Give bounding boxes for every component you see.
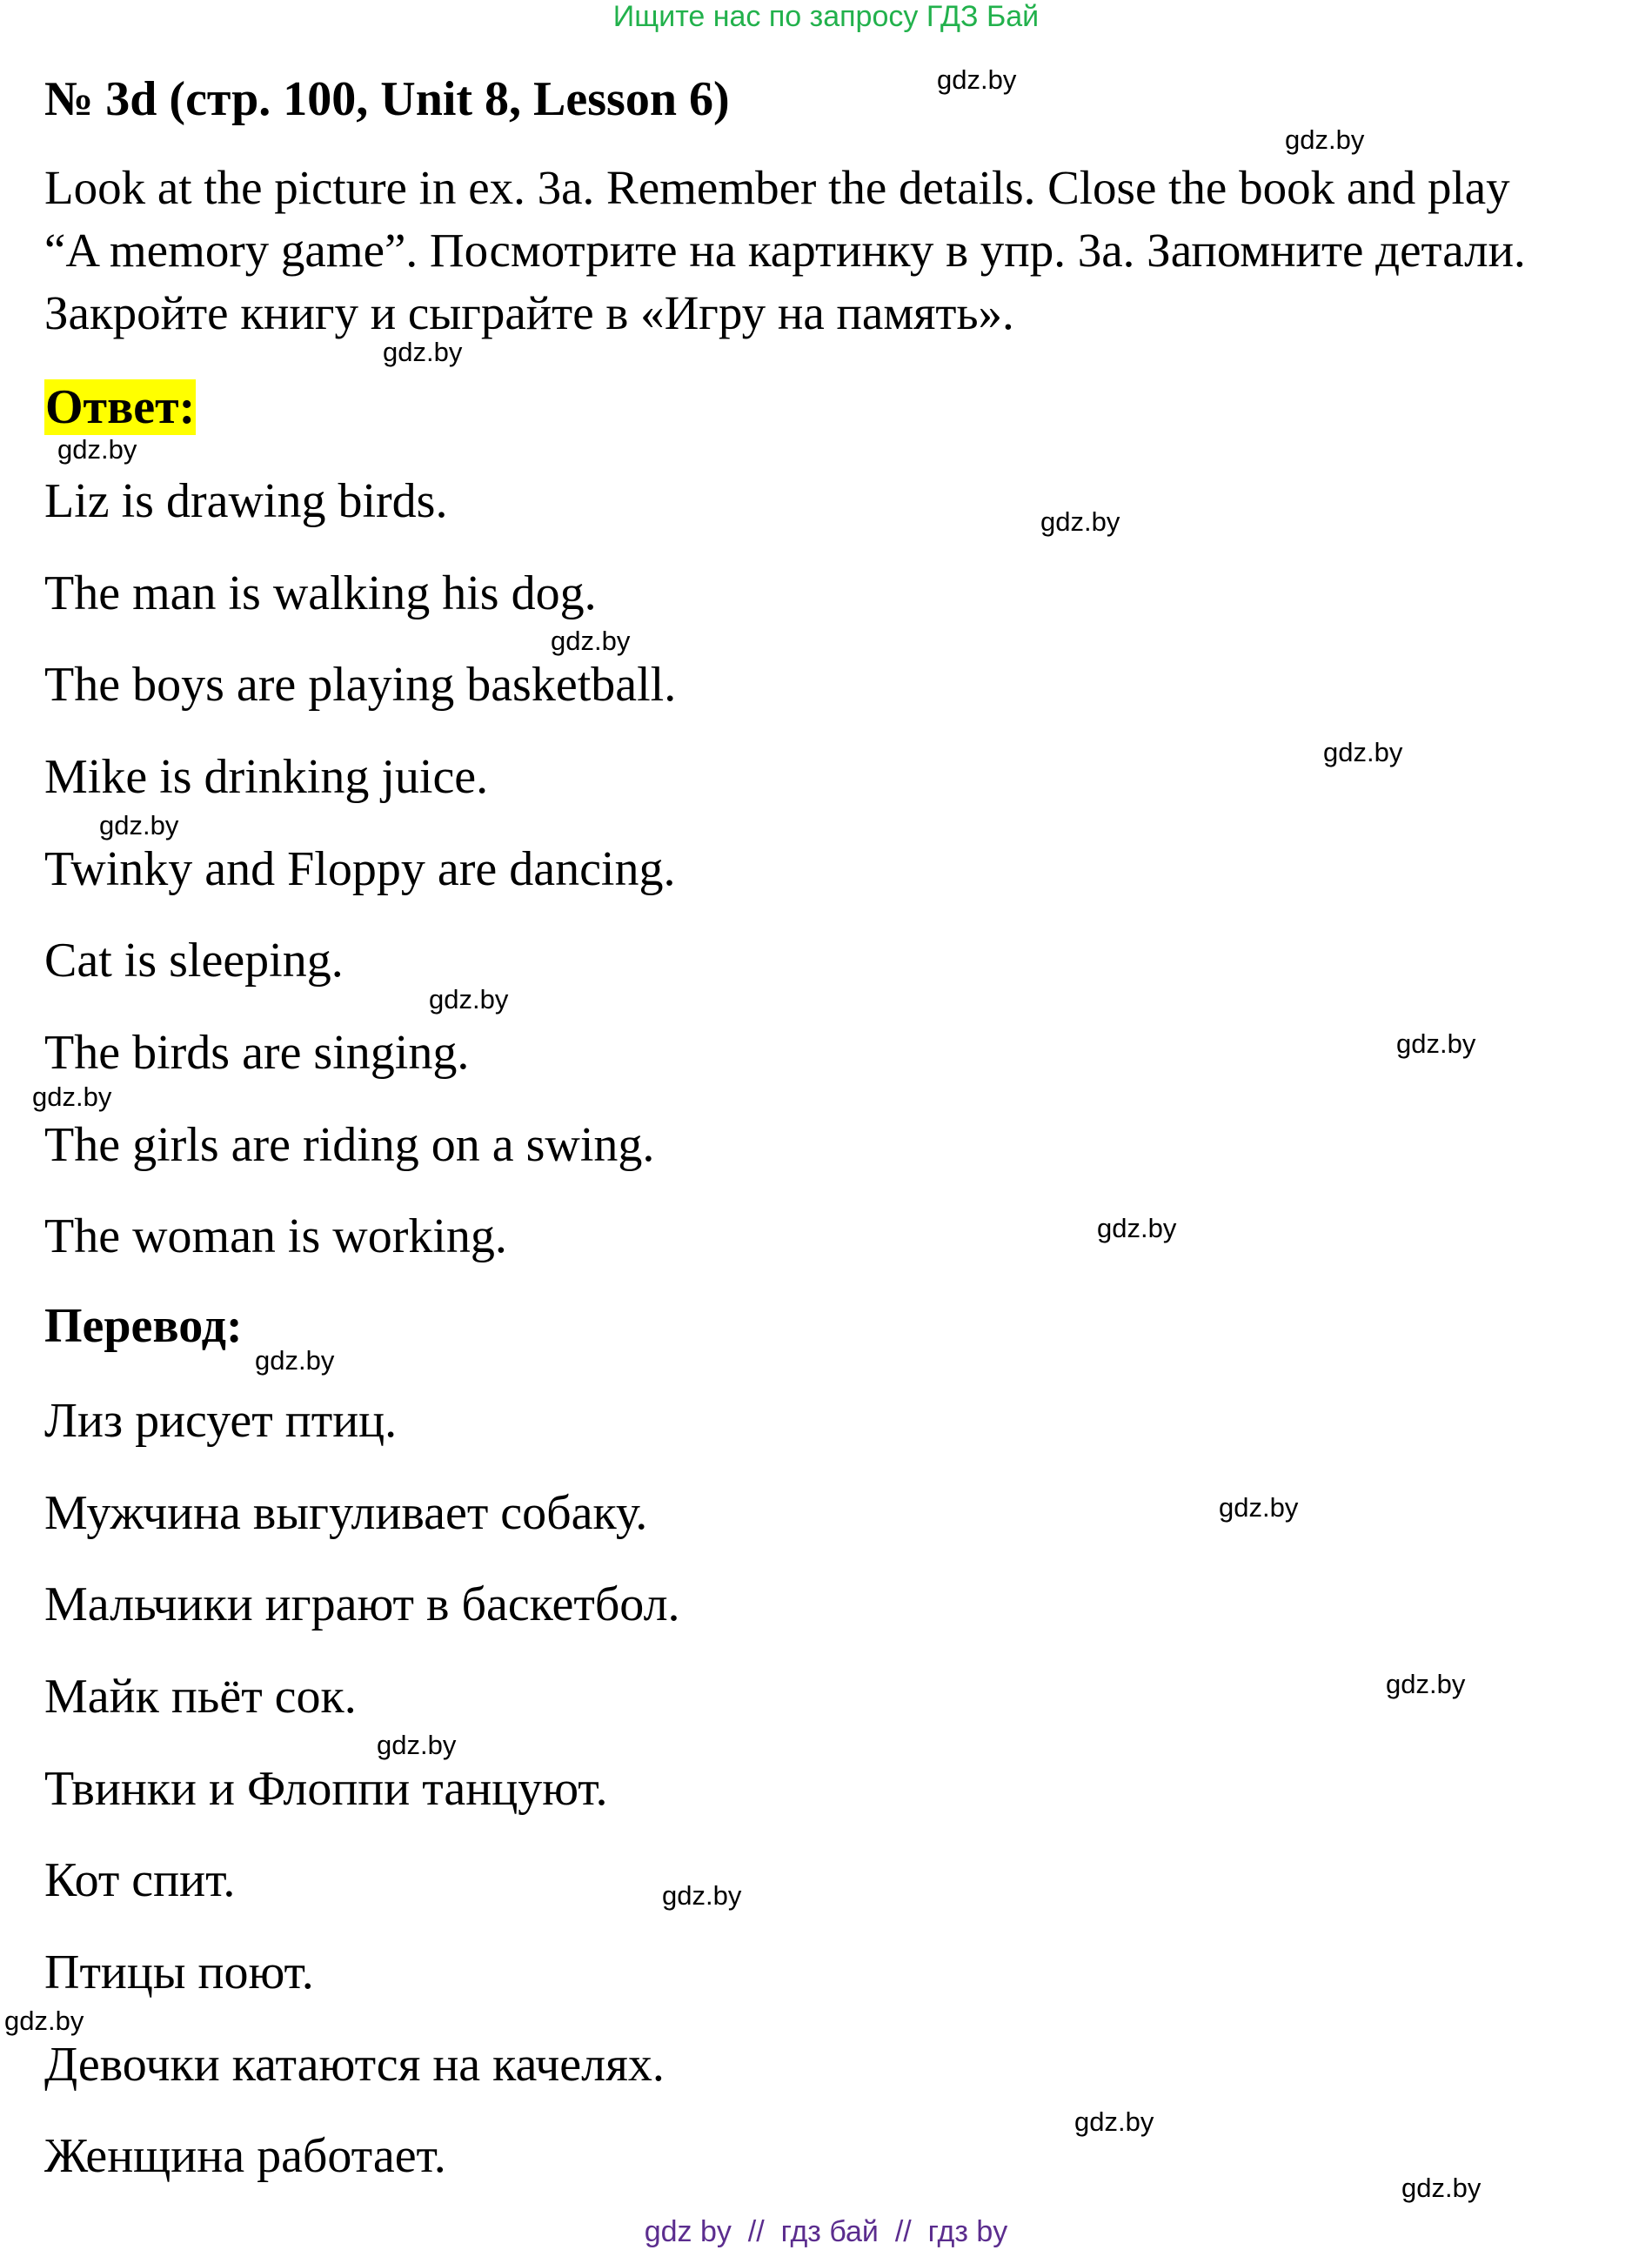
answer-label: Ответ: (45, 380, 196, 434)
watermark: gdz.by (1074, 2106, 1154, 2137)
translation-line: Лиз рисует птиц. (44, 1394, 398, 1448)
task-text (44, 157, 1628, 345)
translation-line: Кот спит. (44, 1853, 236, 1907)
answer-line: The girls are riding on a swing. (44, 1118, 655, 1172)
answer-line: The man is walking his dog. (44, 566, 597, 620)
translation-label: Перевод: (44, 1299, 243, 1353)
translation-line: Твинки и Флоппи танцуют. (44, 1762, 608, 1816)
translation-line: Майк пьёт сок. (44, 1670, 357, 1724)
watermark: gdz.by (4, 2006, 84, 2036)
watermark: gdz.by (1219, 1492, 1299, 1523)
translation-line: Девочки катаются на качелях. (44, 2038, 665, 2092)
watermark: gdz.by (1285, 124, 1365, 155)
translation-line: Женщина работает. (44, 2129, 446, 2183)
footer-links[interactable]: gdz by // гдз бай // гдз by (644, 2215, 1008, 2248)
answer-line: Liz is drawing birds. (44, 474, 448, 528)
watermark: gdz.by (1396, 1028, 1476, 1059)
watermark: gdz.by (551, 626, 631, 656)
answer-line: The boys are playing basketball. (44, 658, 677, 712)
watermark: gdz.by (1097, 1213, 1177, 1243)
answer-line: The woman is working. (44, 1209, 507, 1263)
answer-line: Cat is sleeping. (44, 934, 344, 988)
answer-line: The birds are singing. (44, 1026, 470, 1080)
translation-line: Мужчина выгуливает собаку. (44, 1486, 648, 1540)
task-line: Look at the picture in ex. 3a. Remember the details. Close the book and play (44, 161, 1510, 214)
top-banner: Ищите нас по запросу ГДЗ Бай (612, 0, 1040, 33)
watermark: gdz.by (377, 1730, 457, 1760)
translation-line: Птицы поют. (44, 1945, 314, 1999)
watermark: gdz.by (1323, 737, 1403, 767)
answer-line: Mike is drinking juice. (44, 750, 489, 804)
watermark: gdz.by (99, 810, 179, 840)
watermark: gdz.by (1401, 2173, 1481, 2203)
watermark: gdz.by (383, 337, 463, 367)
watermark: gdz.by (57, 434, 137, 465)
watermark: gdz.by (662, 1880, 742, 1911)
answer-line: Twinky and Floppy are dancing. (44, 842, 676, 896)
task-line: Закройте книгу и сыграйте в «Игру на память». (44, 286, 1014, 339)
watermark: gdz.by (32, 1081, 112, 1112)
page-title: № 3d (стр. 100, Unit 8, Lesson 6) (44, 72, 730, 126)
watermark: gdz.by (1040, 506, 1120, 537)
watermark: gdz.by (937, 64, 1017, 95)
watermark: gdz.by (255, 1345, 335, 1376)
translation-line: Мальчики играют в баскетбол. (44, 1577, 680, 1631)
watermark: gdz.by (429, 984, 509, 1015)
task-line: “A memory game”. Посмотрите на картинку в упр. 3a. Запомните детали. (44, 224, 1526, 277)
watermark: gdz.by (1386, 1669, 1466, 1699)
